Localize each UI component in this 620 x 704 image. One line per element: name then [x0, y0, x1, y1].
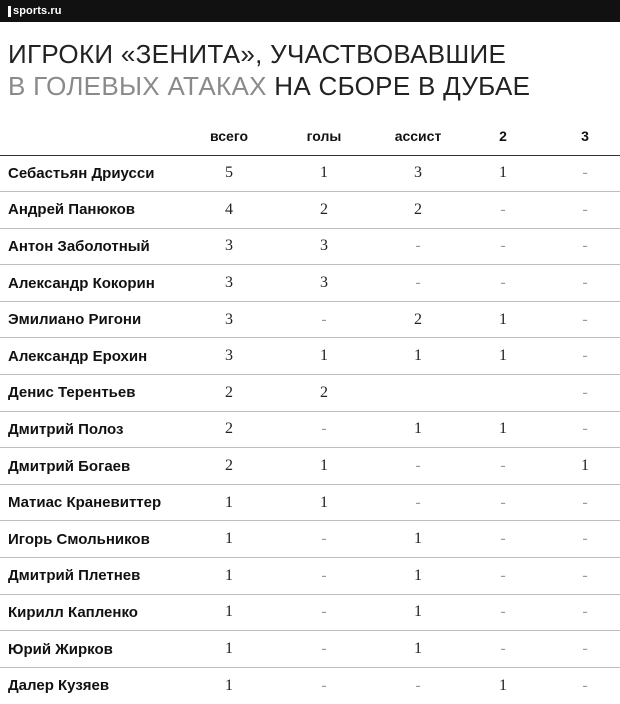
cell-assists: 3: [380, 155, 456, 192]
cell-3: -: [550, 228, 620, 265]
cell-2: 1: [456, 411, 550, 448]
table-row: [0, 448, 620, 485]
cell-total: 3: [190, 338, 268, 375]
cell-goals: 1: [268, 338, 380, 375]
cell-assists: 2: [380, 192, 456, 229]
cell-assists: -: [380, 484, 456, 521]
page-title: [8, 38, 612, 102]
player-name: Александр Кокорин: [0, 265, 190, 302]
cell-total: 1: [190, 631, 268, 668]
cell-total: 2: [190, 411, 268, 448]
cell-3: -: [550, 375, 620, 412]
cell-3: -: [550, 521, 620, 558]
cell-3: 1: [550, 448, 620, 485]
player-name: Далер Кузяев: [8, 677, 110, 695]
cell-assists: 1: [380, 521, 456, 558]
table-row: [0, 155, 620, 192]
title-rest: НА СБОРЕ В ДУБАЕ: [266, 71, 531, 101]
cell-total: 1: [190, 521, 268, 558]
cell-3: -: [550, 594, 620, 631]
cell-assists: 1: [380, 338, 456, 375]
table-row: [0, 558, 620, 595]
cell-assists: 1: [380, 411, 456, 448]
table-row: [0, 338, 620, 375]
cell-2: -: [456, 558, 550, 595]
sports-logo[interactable]: [8, 4, 62, 18]
cell-2: 1: [456, 301, 550, 338]
table-row: [0, 631, 620, 668]
cell-total: 5: [190, 155, 268, 192]
player-name: Александр Ерохин: [0, 338, 190, 375]
cell-2: -: [456, 448, 550, 485]
table-row: [0, 192, 620, 229]
cell-3: -: [582, 676, 588, 694]
cell-total: 1: [190, 484, 268, 521]
cell-assists: -: [380, 448, 456, 485]
table-row: [0, 411, 620, 448]
player-name: Игорь Смольников: [0, 521, 190, 558]
col-header-total: всего: [190, 117, 268, 155]
cell-2: -: [456, 521, 550, 558]
cell-assists: -: [380, 265, 456, 302]
cell-assists: 2: [380, 301, 456, 338]
table-header: [0, 117, 620, 155]
cell-total: 3: [190, 228, 268, 265]
cell-total: 3: [190, 301, 268, 338]
top-bar: [0, 0, 620, 22]
cell-goals: -: [268, 411, 380, 448]
cell-3: -: [550, 631, 620, 668]
cell-total: 2: [190, 375, 268, 412]
cell-2: 1: [456, 155, 550, 192]
cell-3: -: [550, 484, 620, 521]
cell-3: -: [550, 301, 620, 338]
cell-2: -: [456, 228, 550, 265]
cell-goals: 2: [268, 375, 380, 412]
cell-assists: -: [380, 228, 456, 265]
cell-goals: 1: [268, 448, 380, 485]
col-header-name: [0, 117, 190, 155]
cell-2: [456, 375, 550, 412]
table-row: [0, 228, 620, 265]
table-row: [0, 301, 620, 338]
cell-3: -: [550, 558, 620, 595]
cell-goals: -: [268, 594, 380, 631]
cell-2: 1: [499, 676, 507, 694]
table-row: [0, 521, 620, 558]
cell-2: -: [456, 631, 550, 668]
cell-total: 1: [190, 594, 268, 631]
cell-2: -: [456, 594, 550, 631]
cell-goals: 3: [268, 228, 380, 265]
cell-assists: 1: [380, 594, 456, 631]
cell-3: -: [550, 411, 620, 448]
title-line-1: ИГРОКИ «ЗЕНИТА», УЧАСТВОВАВШИЕ: [8, 39, 507, 69]
table-row: [0, 375, 620, 412]
cell-2: -: [456, 265, 550, 302]
player-name: Себастьян Дриусси: [0, 155, 190, 192]
cell-goals: 3: [268, 265, 380, 302]
table-row: [0, 667, 620, 704]
cell-assists: 1: [380, 631, 456, 668]
player-name: Денис Терентьев: [0, 375, 190, 412]
player-name: Антон Заболотный: [0, 228, 190, 265]
cell-2: 1: [456, 338, 550, 375]
player-name: Кирилл Капленко: [0, 594, 190, 631]
cell-goals: -: [268, 558, 380, 595]
cell-3: -: [550, 338, 620, 375]
cell-goals: -: [321, 676, 327, 694]
cell-total: 2: [190, 448, 268, 485]
col-header-goals: голы: [268, 117, 380, 155]
cell-goals: -: [268, 301, 380, 338]
player-name: Дмитрий Богаев: [0, 448, 190, 485]
table-row: [0, 265, 620, 302]
cell-assists: -: [415, 676, 421, 694]
cell-3: -: [550, 155, 620, 192]
logo-mark-icon: [8, 6, 11, 17]
table-row: [0, 484, 620, 521]
title-line-2: [8, 70, 612, 102]
player-name: Эмилиано Ригони: [0, 301, 190, 338]
player-name: Юрий Жирков: [0, 631, 190, 668]
cell-goals: 1: [268, 155, 380, 192]
cell-3: -: [550, 265, 620, 302]
col-header-assists: ассист: [380, 117, 456, 155]
cell-assists: 1: [380, 558, 456, 595]
player-name: Матиас Краневиттер: [0, 484, 190, 521]
cell-total: 4: [190, 192, 268, 229]
cell-2: -: [456, 484, 550, 521]
table-row: [0, 594, 620, 631]
col-header-2: 2: [456, 117, 550, 155]
logo-text: sports.ru: [13, 5, 62, 17]
cell-goals: -: [268, 631, 380, 668]
player-name: Дмитрий Полоз: [0, 411, 190, 448]
player-name: Дмитрий Плетнев: [0, 558, 190, 595]
col-header-3: 3: [550, 117, 620, 155]
cell-2: -: [456, 192, 550, 229]
cell-total: 1: [190, 558, 268, 595]
cell-goals: 1: [268, 484, 380, 521]
cell-goals: 2: [268, 192, 380, 229]
cell-goals: -: [268, 521, 380, 558]
stats-table: [0, 117, 620, 704]
cell-total: 1: [225, 676, 233, 694]
table-body: [0, 155, 620, 704]
cell-total: 3: [190, 265, 268, 302]
title-highlight: В ГОЛЕВЫХ АТАКАХ: [8, 71, 267, 101]
cell-assists: [380, 375, 456, 412]
cell-3: -: [550, 192, 620, 229]
player-name: Андрей Панюков: [0, 192, 190, 229]
